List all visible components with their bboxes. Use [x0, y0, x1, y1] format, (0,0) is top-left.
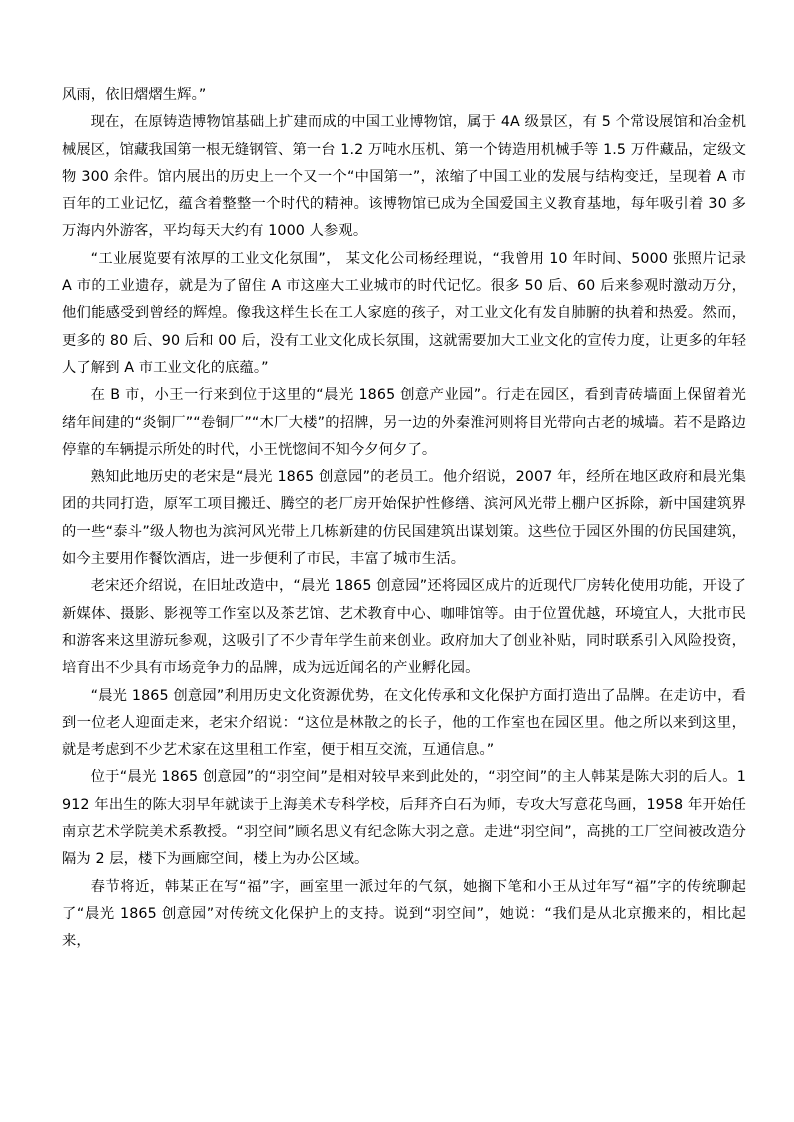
paragraph-spring-festival: 春节将近，韩某正在写“福”字，画室里一派过年的气氛，她搁下笔和小王从过年写“福”字的传统聊起了“晨光 1865 创意园”对传统文化保护上的支持。说到“羽空间”，她说：“我们是从北京搬来的，相比起来，	[62, 878, 746, 950]
paragraph-chenguang-park-visit: 在 B 市，小王一行来到位于这里的“晨光 1865 创意产业园”。行走在园区，看到青砖墙面上保留着光绪年间建的“炎铜厂”“卷铜厂”“木厂大楼”的招牌，另一边的外秦淮河则将目光带向古老的城墙。若不是路边停靠的车辆提示所处的时代，小王恍惚间不知今夕何夕了。	[62, 387, 746, 458]
paragraph-yu-space: 位于“晨光 1865 创意园”的“羽空间”是相对较早来到此处的，“羽空间”的主人韩某是陈大羽的后人。1912 年出生的陈大羽早年就读于上海美术专科学校，后拜齐白石为师，专攻大写意花鸟画，1958 年开始任南京艺术学院美术系教授。“羽空间”顾名思义有纪念陈大羽之意。走进“羽空间”，高挑的工厂空间被改造分隔为 2 层，楼下为画廊空间，楼上为办公区域。	[62, 769, 746, 868]
paragraph-renovation: 老宋还介绍说，在旧址改造中，“晨光 1865 创意园”还将园区成片的近现代厂房转化使用功能，开设了新媒体、摄影、影视等工作室以及茶艺馆、艺术教育中心、咖啡馆等。由于位置优越，环境宜人，大批市民和游客来这里游玩参观，这吸引了不少青年学生前来创业。政府加大了创业补贴，同时联系引入风险投资，培育出不少具有市场竞争力的品牌，成为远近闻名的产业孵化园。	[62, 578, 746, 677]
paragraph-lao-song-history: 熟知此地历史的老宋是“晨光 1865 创意园”的老员工。他介绍说，2007 年，经所在地区政府和晨光集团的共同打造，原军工项目搬迁、腾空的老厂房开始保护性修缮、滨河风光带上棚户区拆除，新中国建筑界的一些“泰斗”级人物也为滨河风光带上几栋新建的仿民国建筑出谋划策。这些位于园区外围的仿民国建筑，如今主要用作餐饮酒店，进一步便利了市民，丰富了城市生活。	[62, 469, 746, 568]
paragraph-industrial-museum: 现在，在原铸造博物馆基础上扩建而成的中国工业博物馆，属于 4A 级景区，有 5 个常设展馆和冶金机械展区，馆藏我国第一根无缝钢管、第一台 1.2 万吨水压机、第一个铸造用机械手等 1.5 万件藏品，定级文物 300 余件。馆内展出的历史上一个又一个“中国第一”，浓缩了中国工业的发展与结构变迁，呈现着 A 市百年的工业记忆，蕴含着整整一个时代的精神。该博物馆已成为全国爱国主义教育基地，每年吸引着 30 多万海内外游客，平均每天大约有 1000 人参观。	[62, 114, 746, 240]
paragraph-cultural-brand: “晨光 1865 创意园”利用历史文化资源优势，在文化传承和文化保护方面打造出了品牌。在走访中，看到一位老人迎面走来，老宋介绍说：“这位是林散之的长子，他的工作室也在园区里。他之所以来到这里，就是考虑到不少艺术家在这里租工作室，便于相互交流，互通信息。”	[62, 687, 746, 759]
paragraph-manager-yang-quote: “工业展览要有浓厚的工业文化氛围”， 某文化公司杨经理说，“我曾用 10 年时间、5000 张照片记录 A 市的工业遗存，就是为了留住 A 市这座大工业城市的时代记忆。很多 50 后、60 后来参观时激动万分，他们能感受到曾经的辉煌。像我这样生长在工人家庭的孩子，对工业文化有发自肺腑的执着和热爱。然而，更多的 80 后、90 后和 00 后，没有工业文化成长氛围，这就需要加大工业文化的宣传力度，让更多的年轻人了解到 A 市工业文化的底蕴。”	[62, 250, 746, 376]
paragraph-continuation: 风雨，依旧熠熠生辉。”	[62, 87, 207, 103]
article-body	[62, 82, 746, 956]
